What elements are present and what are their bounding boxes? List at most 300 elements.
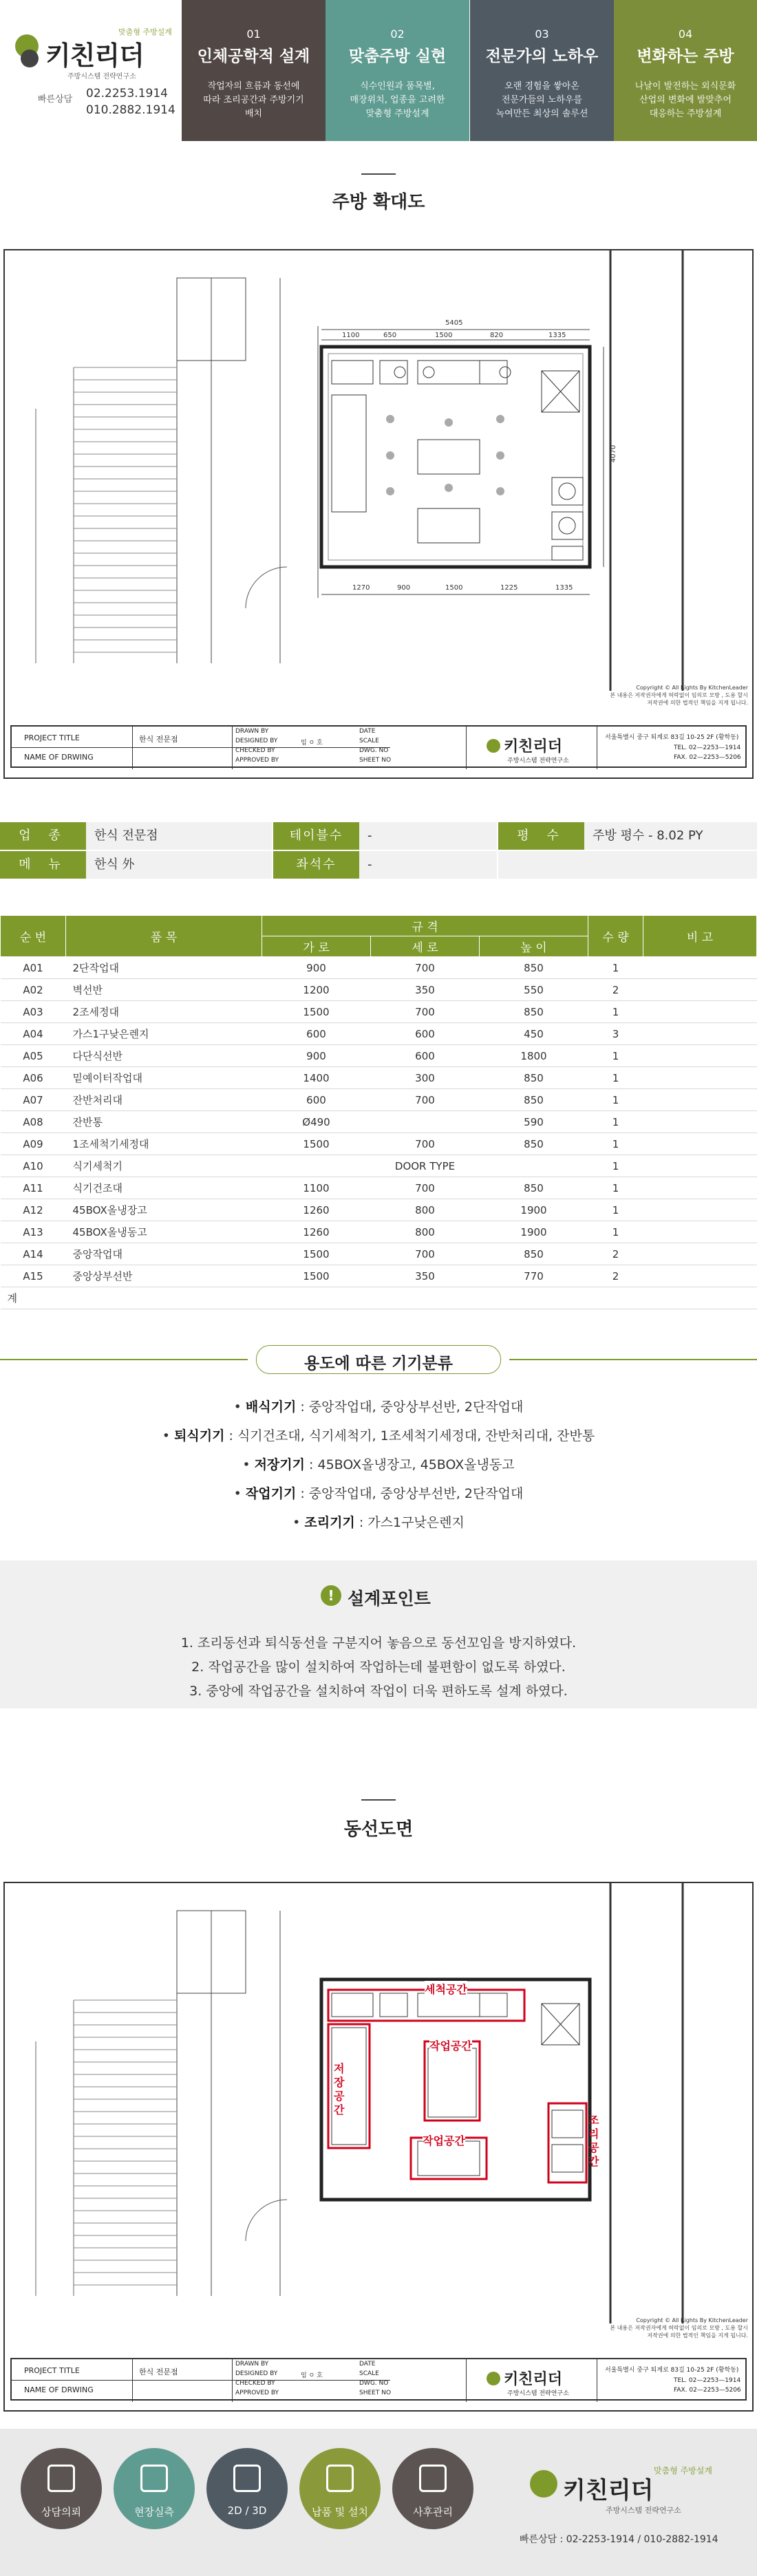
phone-number-2[interactable]: 010.2882.1914 [86, 103, 175, 117]
category-label: 조리기기 [304, 1515, 355, 1530]
table-cell: 600 [262, 1089, 371, 1111]
tb-address: 서울특별시 중구 퇴계로 83길 10-25 2F (황학동) [605, 734, 739, 741]
table-cell: A06 [1, 1067, 66, 1089]
service-label: 현장실측 [134, 2506, 174, 2518]
copyright-text [583, 684, 748, 707]
category-label: 작업기기 [245, 1486, 297, 1501]
table-cell: A05 [1, 1045, 66, 1067]
tb-divider [132, 2359, 133, 2402]
table-cell [371, 1111, 480, 1133]
kitchen-plan-svg [5, 250, 752, 705]
table-row [1, 1067, 757, 1089]
table-row [1, 1001, 757, 1023]
tb-divider [12, 2380, 390, 2381]
section-divider [361, 1799, 396, 1801]
dim-top: 1100 [342, 332, 360, 339]
service-delivery-button[interactable] [299, 2448, 381, 2529]
table-cell: 1500 [262, 1001, 371, 1023]
flow-plan-svg [5, 1883, 752, 2337]
tb-divider [466, 727, 467, 769]
area-value: 주방 평수 - 8.02 PY [584, 822, 757, 850]
table-cell [643, 1287, 757, 1309]
dim-bottom: 1270 [352, 584, 370, 592]
table-cell: 1 [588, 957, 643, 979]
feature-title: 맞춤주방 실현 [348, 47, 447, 65]
seats-value: - [359, 851, 497, 879]
table-row [1, 1045, 757, 1067]
table-cell: DOOR TYPE [262, 1155, 588, 1177]
feature-desc-line: 나날이 발전하는 외식문화 [635, 81, 736, 92]
tb-divider [466, 2359, 467, 2402]
footer-logo-mark-icon [530, 2470, 557, 2498]
consult-icon [47, 2465, 75, 2492]
col-spec: 규 격 [262, 916, 588, 936]
table-cell: 식기세척기 [66, 1155, 262, 1177]
table-cell: 1800 [480, 1045, 588, 1067]
section-title-kitchen-plan: 주방 확대도 [332, 192, 425, 213]
table-cell: 1500 [262, 1243, 371, 1265]
table-cell [643, 1221, 757, 1243]
copyright-line: 저작권에 의한 법적인 책임을 지게 됩니다. [647, 700, 748, 706]
table-cell: 3 [588, 1023, 643, 1045]
phone-label: 빠른상담 [38, 94, 73, 105]
table-cell: 1 [588, 1177, 643, 1199]
table-cell: A08 [1, 1111, 66, 1133]
equipment-table-body [1, 957, 757, 1309]
table-cell: A12 [1, 1199, 66, 1221]
equipment-table [0, 915, 757, 1309]
table-cell [643, 957, 757, 979]
service-consult-button[interactable] [21, 2448, 102, 2529]
tb-address: 서울특별시 중구 퇴계로 83길 10-25 2F (황학동) [605, 2367, 739, 2374]
tb-tel: TEL. 02—2253—1914 [674, 2377, 741, 2384]
drawn-by-label: DRAWN BY [235, 728, 269, 735]
table-cell [643, 1045, 757, 1067]
table-cell: 잔반통 [66, 1111, 262, 1133]
bullet-icon: • [162, 1428, 175, 1443]
bullet-icon: • [292, 1515, 305, 1530]
col-qty: 수 량 [588, 916, 643, 957]
table-cell: 1 [588, 1155, 643, 1177]
table-row [1, 1199, 757, 1221]
drawn-by-label: DRAWN BY [235, 2361, 269, 2368]
zone-label-cook: 조리공간 [588, 2114, 599, 2168]
table-total-label: 계 [1, 1287, 66, 1309]
service-label: 납품 및 설치 [312, 2506, 368, 2518]
category-title: 용도에 따른 기기분류 [304, 1355, 453, 1373]
service-label: 사후관리 [413, 2506, 453, 2518]
category-row [0, 1483, 757, 1502]
table-cell: Ø490 [262, 1111, 371, 1133]
table-cell: 식기건조대 [66, 1177, 262, 1199]
footer-logo-tag: 맞춤형 주방설계 [654, 2466, 712, 2476]
copyright-line: Copyright © All Rights By KitchenLeader [636, 2317, 748, 2323]
dim-right: 4070 [610, 444, 618, 463]
table-cell [262, 1287, 371, 1309]
design-point-3: 3. 중앙에 작업공간을 설치하여 작업이 더욱 편하도록 설계 하였다. [189, 1684, 568, 1699]
category-row [0, 1455, 757, 1473]
table-cell [643, 1001, 757, 1023]
feature-desc-line: 오랜 경험을 쌓아온 [504, 81, 579, 92]
table-cell [643, 1243, 757, 1265]
designed-by-label: DESIGNED BY [235, 738, 278, 744]
table-cell: 2 [588, 1265, 643, 1287]
info-empty-cell [498, 851, 757, 879]
table-cell: 1 [588, 1221, 643, 1243]
table-cell: A11 [1, 1177, 66, 1199]
dim-top: 1500 [435, 332, 453, 339]
table-cell: 1100 [262, 1177, 371, 1199]
dim-top: 1335 [548, 332, 566, 339]
table-cell: 900 [262, 1045, 371, 1067]
table-cell: 45BOX올냉동고 [66, 1221, 262, 1243]
table-cell: 850 [480, 1177, 588, 1199]
table-cell: 600 [262, 1023, 371, 1045]
category-separator: : [305, 1457, 318, 1472]
feature-desc-line: 식수인원과 품목별, [360, 81, 435, 92]
category-value: 중앙작업대, 중앙상부선반, 2단작업대 [308, 1486, 524, 1501]
logo-text: 키친리더 [45, 41, 144, 71]
table-row [1, 1177, 757, 1199]
feature-desc [326, 80, 469, 121]
copyright-line: 본 내용은 저작권자에게 허락없이 임의로 모방 , 도용 할시 [610, 2325, 748, 2331]
kitchen-plan-drawing [3, 249, 754, 779]
seats-label: 좌석수 [273, 851, 359, 879]
logo[interactable] [15, 26, 177, 85]
feature-title: 인체공학적 설계 [197, 47, 310, 65]
table-cell: 450 [480, 1023, 588, 1045]
checked-by-label: CHECKED BY [235, 747, 275, 754]
table-cell: 600 [371, 1023, 480, 1045]
table-cell: A10 [1, 1155, 66, 1177]
category-separator: : [224, 1428, 237, 1443]
table-cell: A09 [1, 1133, 66, 1155]
footer-logo[interactable]: 키친리더 [563, 2477, 654, 2504]
table-cell: 1 [588, 1089, 643, 1111]
table-cell: 1 [588, 1001, 643, 1023]
zone-label-storage: 저장공간 [334, 2062, 345, 2116]
table-cell: A01 [1, 957, 66, 979]
date-label: DATE [359, 2361, 376, 2368]
sheet-no-label: SHEET NO [359, 2390, 392, 2396]
table-cell [480, 1287, 588, 1309]
table-row [1, 1155, 757, 1177]
table-cell: 중앙작업대 [66, 1243, 262, 1265]
category-value: 45BOX올냉장고, 45BOX올냉동고 [317, 1457, 515, 1472]
table-cell: 45BOX올냉장고 [66, 1199, 262, 1221]
tb-logo-sub: 주방시스템 전략연구소 [507, 2390, 569, 2397]
category-label: 저장기기 [254, 1457, 305, 1472]
menu-label: 메 뉴 [0, 851, 86, 879]
table-row [1, 1243, 757, 1265]
table-cell [643, 1023, 757, 1045]
zone-label-work-2: 작업공간 [423, 2132, 465, 2148]
table-cell: A13 [1, 1221, 66, 1243]
dim-bottom: 1225 [500, 584, 518, 592]
copyright-line: 본 내용은 저작권자에게 허락없이 임의로 모방 , 도용 할시 [610, 692, 748, 698]
table-cell: 밑예이터작업대 [66, 1067, 262, 1089]
tb-fax: FAX. 02—2253—5206 [674, 2387, 741, 2394]
bullet-icon: • [242, 1457, 255, 1472]
design-points-section [0, 1560, 757, 1708]
feature-title: 변화하는 주방 [637, 47, 734, 65]
tb-logo-mark-icon [487, 2372, 500, 2385]
project-title: 한식 전문점 [139, 735, 178, 744]
phone-number-1[interactable]: 02.2253.1914 [86, 87, 168, 100]
col-depth: 세 로 [371, 936, 480, 957]
table-cell: 1400 [262, 1067, 371, 1089]
table-cell: 850 [480, 1243, 588, 1265]
table-cell: 1500 [262, 1133, 371, 1155]
feature-card-4 [614, 0, 757, 141]
dim-top-total: 5405 [445, 319, 463, 327]
project-title: 한식 전문점 [139, 2368, 178, 2376]
sheet-no-label: SHEET NO [359, 757, 392, 764]
wrench-icon [419, 2465, 447, 2492]
tb-logo: 키친리더 [504, 2371, 563, 2388]
table-cell [643, 1133, 757, 1155]
dim-bottom: 1335 [555, 584, 573, 592]
service-aftercare-button[interactable] [392, 2448, 473, 2529]
table-cell: 300 [371, 1067, 480, 1089]
dwg-no-label: DWG. NO [359, 747, 389, 754]
dwg-no-label: DWG. NO [359, 2380, 389, 2387]
dim-top: 650 [383, 332, 397, 339]
tb-divider [232, 2359, 233, 2402]
category-separator: : [296, 1486, 309, 1501]
service-measure-button[interactable] [114, 2448, 195, 2529]
table-cell: 700 [371, 1001, 480, 1023]
table-cell [643, 1199, 757, 1221]
table-cell: 중앙상부선반 [66, 1265, 262, 1287]
business-type-value: 한식 전문점 [86, 822, 272, 850]
tb-divider [232, 727, 233, 769]
table-cell [643, 1265, 757, 1287]
service-2d3d-button[interactable] [206, 2448, 288, 2529]
category-row [0, 1512, 757, 1531]
tables-label: 테이블수 [273, 822, 359, 850]
tb-logo: 키친리더 [504, 738, 563, 755]
table-row [1, 979, 757, 1001]
feature-desc-line: 작업자의 흐름과 동선에 [207, 81, 300, 92]
drawing-name-label: NAME OF DRWING [24, 753, 94, 762]
table-cell: 800 [371, 1221, 480, 1243]
feature-desc [614, 80, 757, 121]
table-cell: 잔반처리대 [66, 1089, 262, 1111]
section-title-flow-plan: 동선도면 [343, 1819, 414, 1840]
category-value: 가스1구낮은렌지 [367, 1515, 465, 1530]
footer-logo-sub: 주방시스템 전략연구소 [606, 2506, 681, 2515]
table-row [1, 1133, 757, 1155]
col-item: 품 목 [66, 916, 262, 957]
project-title-label: PROJECT TITLE [24, 2366, 80, 2375]
table-cell: 2 [588, 1243, 643, 1265]
logo-mark-icon-2 [21, 50, 39, 67]
truck-icon [326, 2465, 354, 2492]
col-no: 순 번 [1, 916, 66, 957]
designer-name: 임 ㅇ 호 [301, 2372, 323, 2379]
designer-name: 임 ㅇ 호 [301, 740, 323, 747]
title-block [10, 2358, 747, 2401]
table-cell [66, 1287, 262, 1309]
scale-label: SCALE [359, 2370, 379, 2377]
measure-icon [140, 2465, 168, 2492]
table-cell: 350 [371, 1265, 480, 1287]
table-cell: 850 [480, 1089, 588, 1111]
zone-label-work-1: 작업공간 [429, 2037, 472, 2053]
feature-card-3 [470, 0, 614, 141]
col-height: 높 이 [480, 936, 588, 957]
feature-desc-line: 전문가들의 노하우를 [501, 95, 583, 105]
col-width: 가 로 [262, 936, 371, 957]
table-row [1, 1111, 757, 1133]
tb-divider [132, 727, 133, 769]
table-cell: 1500 [262, 1265, 371, 1287]
feature-number: 02 [390, 28, 405, 41]
table-cell: 600 [371, 1045, 480, 1067]
dim-bottom: 1500 [445, 584, 463, 592]
menu-value: 한식 外 [86, 851, 272, 879]
table-cell [643, 1155, 757, 1177]
feature-desc-line: 따라 조리공간과 주방기기 [203, 95, 304, 105]
table-cell: 800 [371, 1199, 480, 1221]
approved-by-label: APPROVED BY [235, 2390, 279, 2396]
feature-desc-line: 산업의 변화에 발맞추어 [639, 95, 732, 105]
checked-by-label: CHECKED BY [235, 2380, 275, 2387]
col-note: 비 고 [643, 916, 757, 957]
table-cell [643, 1089, 757, 1111]
section-divider [361, 173, 396, 175]
table-cell: A07 [1, 1089, 66, 1111]
table-cell: 2단작업대 [66, 957, 262, 979]
table-cell: 1 [588, 1199, 643, 1221]
tables-value: - [359, 822, 497, 850]
zone-label-wash: 세척공간 [425, 1981, 467, 1997]
flow-plan-drawing [3, 1882, 754, 2412]
table-row [1, 1265, 757, 1287]
feature-desc-line: 대응하는 주방설계 [649, 109, 722, 119]
footer-contact: 빠른상담 : 02-2253-1914 / 010-2882-1914 [520, 2534, 718, 2545]
logo-subtitle: 주방시스템 전략연구소 [67, 73, 136, 80]
category-separator: : [354, 1515, 368, 1530]
feature-desc-line: 맞춤형 주방설계 [365, 109, 429, 119]
category-title-line-right [509, 1359, 757, 1360]
table-cell: 850 [480, 1133, 588, 1155]
copyright-text [583, 2317, 748, 2339]
design-point-2: 2. 작업공간을 많이 설치하여 작업하는데 불편함이 없도록 하였다. [191, 1660, 566, 1675]
table-cell: 벽선반 [66, 979, 262, 1001]
table-cell: 770 [480, 1265, 588, 1287]
feature-desc [470, 80, 614, 121]
area-label: 평 수 [498, 822, 584, 850]
category-value: 중앙작업대, 중앙상부선반, 2단작업대 [308, 1399, 524, 1415]
table-cell: A15 [1, 1265, 66, 1287]
table-row [1, 1089, 757, 1111]
category-label: 퇴식기기 [174, 1428, 225, 1443]
category-row [0, 1426, 757, 1444]
table-cell: 1 [588, 1067, 643, 1089]
table-cell: A03 [1, 1001, 66, 1023]
info-table [0, 822, 757, 879]
feature-number: 03 [535, 28, 549, 41]
design-points-title: 설계포인트 [348, 1589, 431, 1609]
table-cell: 850 [480, 1001, 588, 1023]
category-row [0, 1397, 757, 1415]
logo-tag: 맞춤형 주방설계 [118, 28, 172, 36]
table-cell: 1900 [480, 1199, 588, 1221]
header [0, 0, 757, 141]
feature-card-2 [326, 0, 469, 141]
date-label: DATE [359, 728, 376, 735]
table-cell [643, 1111, 757, 1133]
category-label: 배식기기 [245, 1399, 297, 1415]
table-cell: 850 [480, 957, 588, 979]
table-cell: 700 [371, 1177, 480, 1199]
footer [0, 2429, 757, 2576]
table-cell: 700 [371, 1243, 480, 1265]
table-cell: 850 [480, 1067, 588, 1089]
table-cell [588, 1287, 643, 1309]
feature-desc-line: 매장위치, 업종을 고려한 [350, 95, 445, 105]
table-cell: 590 [480, 1111, 588, 1133]
table-cell: 2조세정대 [66, 1001, 262, 1023]
tb-logo-mark-icon [487, 739, 500, 753]
feature-desc-line: 배치 [244, 109, 263, 119]
table-row [1, 1023, 757, 1045]
feature-card-1 [182, 0, 326, 141]
table-cell [371, 1287, 480, 1309]
feature-desc-line: 녹여만든 최상의 솔루션 [495, 109, 588, 119]
design-points-icon: ! [321, 1585, 341, 1606]
drawing-name-label: NAME OF DRWING [24, 2385, 94, 2394]
table-cell [643, 1177, 757, 1199]
table-cell: 700 [371, 1133, 480, 1155]
table-cell: 가스1구낮은렌지 [66, 1023, 262, 1045]
approved-by-label: APPROVED BY [235, 757, 279, 764]
table-row [1, 1221, 757, 1243]
tb-tel: TEL. 02—2253—1914 [674, 744, 741, 751]
table-cell: 900 [262, 957, 371, 979]
category-title-line-left [0, 1359, 248, 1360]
bullet-icon: • [233, 1486, 246, 1501]
table-row [1, 957, 757, 979]
feature-number: 04 [678, 28, 693, 41]
designed-by-label: DESIGNED BY [235, 2370, 278, 2377]
feature-number: 01 [246, 28, 261, 41]
scale-label: SCALE [359, 738, 379, 744]
dim-bottom: 900 [397, 584, 411, 592]
business-type-label: 업 종 [0, 822, 86, 850]
table-cell: 350 [371, 979, 480, 1001]
service-label: 상담의뢰 [41, 2506, 81, 2518]
blueprint-icon [233, 2465, 261, 2492]
table-cell: 1260 [262, 1199, 371, 1221]
table-cell: 700 [371, 957, 480, 979]
title-block [10, 725, 747, 768]
dim-top: 820 [490, 332, 504, 339]
feature-desc [182, 80, 326, 121]
copyright-line: 저작권에 의한 법적인 책임을 지게 됩니다. [647, 2332, 748, 2339]
table-cell: 1260 [262, 1221, 371, 1243]
table-cell: 700 [371, 1089, 480, 1111]
tb-divider [12, 747, 390, 748]
category-value: 식기건조대, 식기세척기, 1조세척기세정대, 잔반처리대, 잔반통 [237, 1428, 595, 1443]
table-cell: 1900 [480, 1221, 588, 1243]
table-cell: 1 [588, 1045, 643, 1067]
service-label: 2D / 3D [227, 2504, 267, 2517]
tb-logo-sub: 주방시스템 전략연구소 [507, 758, 569, 764]
table-total-row [1, 1287, 757, 1309]
